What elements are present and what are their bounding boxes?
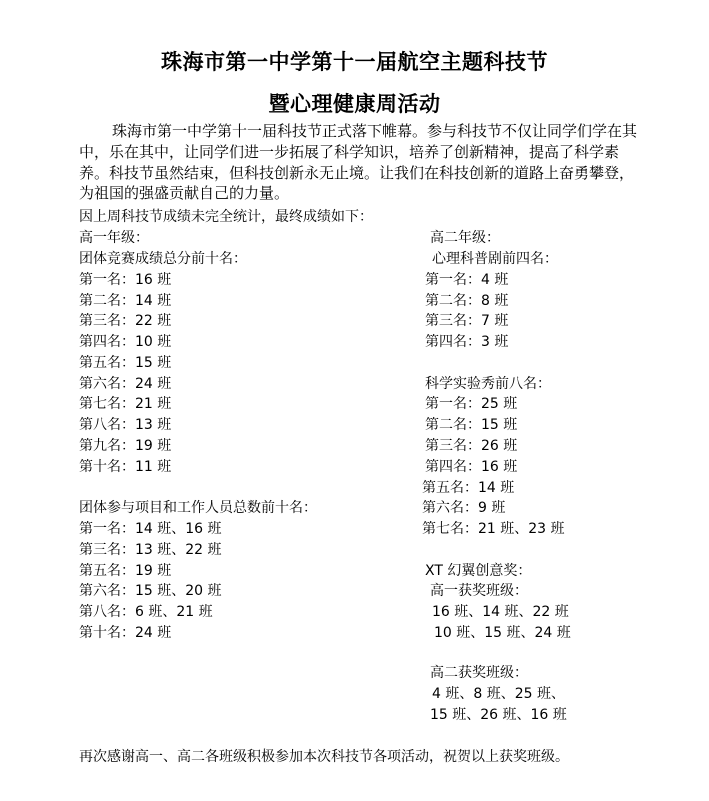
psych-rank-item: 第四名：3 班 (425, 334, 509, 350)
science-rank-item: 第三名：26 班 (425, 438, 518, 454)
science-rank-item: 第四名：16 班 (425, 459, 518, 475)
participation-rank-item: 第八名：6 班、21 班 (79, 604, 213, 620)
science-rank-item: 第六名：9 班 (422, 500, 506, 516)
team-rank-item: 第五名：15 班 (79, 355, 172, 371)
psych-rank-item: 第三名：7 班 (425, 313, 509, 329)
grade-one-award-classes: 16 班、14 班、22 班 (432, 604, 569, 620)
team-rank-item: 第一名：16 班 (79, 272, 172, 288)
team-rank-item: 第六名：24 班 (79, 376, 172, 392)
closing-remarks: 再次感谢高一、高二各班级积极参加本次科技节各项活动，祝贺以上获奖班级。 (79, 749, 569, 765)
team-rank-item: 第三名：22 班 (79, 313, 172, 329)
intro-paragraph: 珠海市第一中学第十一届科技节正式落下帷幕。参与科技节不仅让同学们学在其中，乐在其中，让同学们进一步拓展了科学知识，培养了创新精神，提高了科学素养。科技节虽然结束，但科技创新永无止境。让我们在科技创新的道路上奋勇攀登，为祖国的强盛贡献自己的力量。 (79, 122, 638, 203)
document-subtitle: 暨心理健康周活动 (268, 92, 441, 116)
team-rank-item: 第七名：21 班 (79, 396, 172, 412)
grade-two-heading: 高二年级： (430, 230, 500, 246)
participation-rank-item: 第五名：19 班 (79, 563, 172, 579)
participation-rank-item: 第三名：13 班、22 班 (79, 542, 222, 558)
team-rank-item: 第九名：19 班 (79, 438, 172, 454)
team-rank-item: 第十名：11 班 (79, 459, 172, 475)
results-note: 因上周科技节成绩未完全统计，最终成绩如下： (79, 209, 373, 225)
psych-drama-heading: 心理科普剧前四名： (432, 251, 558, 267)
participation-rank-item: 第十名：24 班 (79, 625, 172, 641)
grade-two-award-heading: 高二获奖班级： (430, 665, 528, 681)
science-show-heading: 科学实验秀前八名： (425, 376, 551, 392)
grade-two-award-classes: 4 班、8 班、25 班、 (432, 686, 565, 702)
psych-rank-item: 第一名：4 班 (425, 272, 509, 288)
grade-one-award-classes: 10 班、15 班、24 班 (434, 625, 571, 641)
grade-one-heading: 高一年级： (79, 230, 149, 246)
document-title: 珠海市第一中学第十一届航空主题科技节 (161, 50, 548, 74)
team-competition-heading: 团体竞赛成绩总分前十名： (79, 251, 247, 267)
participation-heading: 团体参与项目和工作人员总数前十名： (79, 500, 317, 516)
team-rank-item: 第二名：14 班 (79, 293, 172, 309)
science-rank-item: 第一名：25 班 (425, 396, 518, 412)
psych-rank-item: 第二名：8 班 (425, 293, 509, 309)
science-rank-item: 第二名：15 班 (425, 417, 518, 433)
grade-one-award-heading: 高一获奖班级： (430, 583, 528, 599)
science-rank-item: 第七名：21 班、23 班 (422, 521, 565, 537)
grade-two-award-classes: 15 班、26 班、16 班 (430, 707, 567, 723)
science-rank-item: 第五名：14 班 (422, 480, 515, 496)
xt-award-heading: XT 幻翼创意奖： (425, 563, 532, 579)
participation-rank-item: 第一名：14 班、16 班 (79, 521, 222, 537)
team-rank-item: 第四名：10 班 (79, 334, 172, 350)
participation-rank-item: 第六名：15 班、20 班 (79, 583, 222, 599)
team-rank-item: 第八名：13 班 (79, 417, 172, 433)
